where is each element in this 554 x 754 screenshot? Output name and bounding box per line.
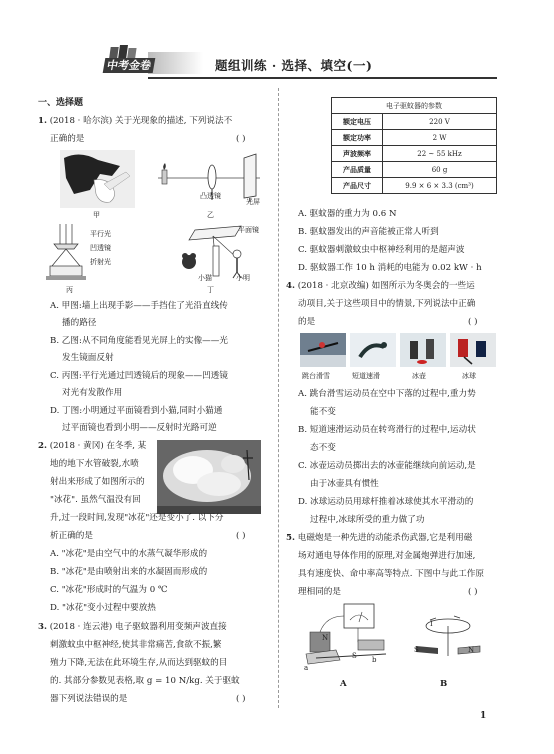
figure-label-cat: 小猫	[198, 274, 212, 282]
q4-option-c-1: C. 冰壶运动员掷出去的冰壶能继续向前运动,是	[298, 461, 476, 471]
q4-option-d-1: D. 冰球运动员用球杆推着冰球使其水平滑动的	[298, 497, 474, 507]
label-n-pole-a: N	[322, 634, 329, 642]
question-2-line-5: 升,过一段时间,发现"冰花"还是变小了. 以下分	[50, 513, 224, 523]
figure-label-b: B	[440, 679, 448, 689]
question-5-line-1: 5. 电磁炮是一种先进的动能杀伤武器,它是利用磁	[286, 533, 473, 543]
logo: 中考金卷	[103, 58, 156, 73]
answer-paren: ( )	[236, 531, 246, 541]
figure-label-refracted: 折射光	[90, 258, 111, 266]
caption-ice-hockey: 冰球	[462, 372, 476, 380]
answer-paren: ( )	[236, 134, 246, 144]
question-2-line-2: 地的地下水管破裂,水喷	[50, 459, 139, 469]
q2-option-c: C. "冰花"形成时的气温为 0 ℃	[50, 585, 168, 595]
question-2-line-3: 射出来形成了如图所示的	[50, 477, 145, 487]
spec-value: 9.9 × 6 × 3.3 (cm³)	[383, 178, 497, 194]
q2-option-b: B. "冰花"是由喷射出来的水凝固而形成的	[50, 567, 208, 577]
photo-curling	[400, 333, 446, 367]
label-n-pole-b: N	[468, 646, 475, 654]
spec-table-title: 电子驱蚊器的参数	[332, 98, 497, 114]
figure-label-mirror: 平面镜	[238, 226, 259, 234]
page-number: 1	[480, 711, 487, 721]
question-2-line-6: 析正确的是	[50, 531, 93, 541]
question-3-line-2: 刺激蚊虫中枢神经,使其非常痛苦,食欲不振,繁	[50, 640, 222, 650]
q1-option-d-2: 过平面镜也看到小明——反射时光路可逆	[62, 423, 217, 433]
spec-value: 22 ~ 55 kHz	[383, 146, 497, 162]
q3-option-d: D. 驱蚊器工作 10 h 消耗的电能为 0.02 kW · h	[298, 263, 482, 273]
question-4-line-3: 的是	[298, 317, 316, 327]
q1-option-a-2: 播的路径	[62, 318, 97, 328]
figure-label-bing: 丙	[66, 286, 73, 294]
photo-speed-skating	[350, 333, 396, 367]
answer-paren: ( )	[236, 694, 246, 704]
figure-label-concave: 凹透镜	[90, 244, 111, 252]
spec-key: 额定功率	[332, 130, 383, 146]
figure-label-ming: 小明	[236, 274, 250, 282]
q1-option-c-2: 对光有发散作用	[62, 388, 123, 398]
q2-option-a: A. "冰花"是由空气中的水蒸气凝华形成的	[50, 549, 208, 559]
figure-label-ding: 丁	[207, 286, 214, 294]
question-2-line-1: 2. (2018 · 黄冈) 在冬季, 某	[38, 441, 147, 451]
label-s-pole-a: S	[352, 652, 357, 660]
figure-label-screen: 光屏	[246, 198, 260, 206]
spec-key: 产品质量	[332, 162, 383, 178]
label-current-b: I	[430, 620, 433, 628]
question-4-line-2: 动项目,关于这些项目中的情景,下列说法中正确	[298, 299, 476, 309]
figure-coil-magnet-b	[408, 612, 486, 670]
question-1-line-2: 正确的是	[50, 134, 85, 144]
q1-option-c-1: C. 丙图:平行光通过凹透镜后的现象——凹透镜	[50, 371, 228, 381]
answer-paren: ( )	[468, 587, 478, 597]
q4-option-a-2: 能不变	[310, 407, 336, 417]
question-2-line-4: "冰花". 虽然气温没有回	[50, 495, 141, 505]
q2-option-d: D. "冰花"变小过程中要放热	[50, 603, 156, 613]
photo-ski-jump	[300, 333, 346, 367]
question-3-line-3: 殖力下降,无法在此环境生存,从而达到驱蚊的目	[50, 658, 228, 668]
label-wire-b: b	[372, 656, 377, 664]
header-rule	[148, 77, 497, 79]
question-1-line-1: 1. (2018 · 哈尔滨) 关于光现象的描述, 下列说法不	[38, 116, 233, 126]
caption-ski-jump: 跳台滑雪	[302, 372, 330, 380]
question-5-line-4: 理相同的是	[298, 587, 341, 597]
figure-hand-shadow	[60, 150, 135, 208]
figure-ice-flower	[157, 440, 261, 514]
spec-key: 声波频率	[332, 146, 383, 162]
question-3-line-5: 器下列说法错误的是	[50, 694, 128, 704]
answer-paren: ( )	[468, 317, 478, 327]
spec-key: 额定电压	[332, 114, 383, 130]
header-shade	[148, 52, 203, 74]
figure-motor-circuit-a	[296, 602, 396, 674]
figure-label-yi: 乙	[207, 211, 214, 219]
label-s-pole-b: S	[414, 646, 419, 654]
figure-label-a: A	[340, 679, 347, 689]
spec-value: 2 W	[383, 130, 497, 146]
section-heading: 一、选择题	[38, 98, 84, 108]
figure-label-lens: 凸透镜	[200, 192, 221, 200]
label-wire-a: a	[304, 664, 309, 672]
photo-ice-hockey	[450, 333, 496, 367]
q3-option-c: C. 驱蚊器刺激蚊虫中枢神经利用的是超声波	[298, 245, 465, 255]
q4-option-b-2: 态不变	[310, 443, 336, 453]
q1-option-d-1: D. 丁图:小明通过平面镜看到小猫,同时小猫通	[50, 406, 223, 416]
column-divider	[278, 88, 279, 708]
spec-table	[331, 97, 497, 194]
q1-option-b-2: 发生镜面反射	[62, 353, 114, 363]
question-5-line-3: 具有速度快、命中率高等特点. 下图中与此工作原	[298, 569, 484, 579]
figure-label-parallel: 平行光	[90, 230, 111, 238]
question-4-line-1: 4. (2018 · 北京改编) 如图所示为冬奥会的一些运	[286, 281, 475, 291]
q4-option-d-2: 过程中,冰球所受的重力做了功	[310, 515, 425, 525]
question-5-line-2: 场对通电导体作用的原理,对金属炮弹进行加速,	[298, 551, 476, 561]
question-3-line-1: 3. (2018 · 连云港) 电子驱蚊器利用变频声波直接	[38, 622, 227, 632]
caption-speed-skating: 短道速滑	[352, 372, 380, 380]
q1-option-a-1: A. 甲图:墙上出现手影——手挡住了光沿直线传	[50, 301, 228, 311]
q4-option-a-1: A. 跳台滑雪运动员在空中下落的过程中,重力势	[298, 389, 476, 399]
q4-option-c-2: 由于冰壶具有惯性	[310, 479, 379, 489]
spec-value: 60 g	[383, 162, 497, 178]
page-title: 题组训练 · 选择、填空(一)	[215, 58, 373, 73]
q1-option-b-1: B. 乙图:从不同角度能看见光屏上的实像——光	[50, 336, 228, 346]
caption-curling: 冰壶	[412, 372, 426, 380]
q3-option-a: A. 驱蚊器的重力为 0.6 N	[298, 209, 397, 219]
q3-option-b: B. 驱蚊器发出的声音能被正常人听到	[298, 227, 439, 237]
q4-option-b-1: B. 短道速滑运动员在转弯滑行的过程中,运动状	[298, 425, 476, 435]
spec-value: 220 V	[383, 114, 497, 130]
question-3-line-4: 的. 其部分参数见表格,取 g = 10 N/kg. 关于驱蚊	[50, 676, 240, 686]
figure-label-jia: 甲	[93, 211, 100, 219]
spec-key: 产品尺寸	[332, 178, 383, 194]
